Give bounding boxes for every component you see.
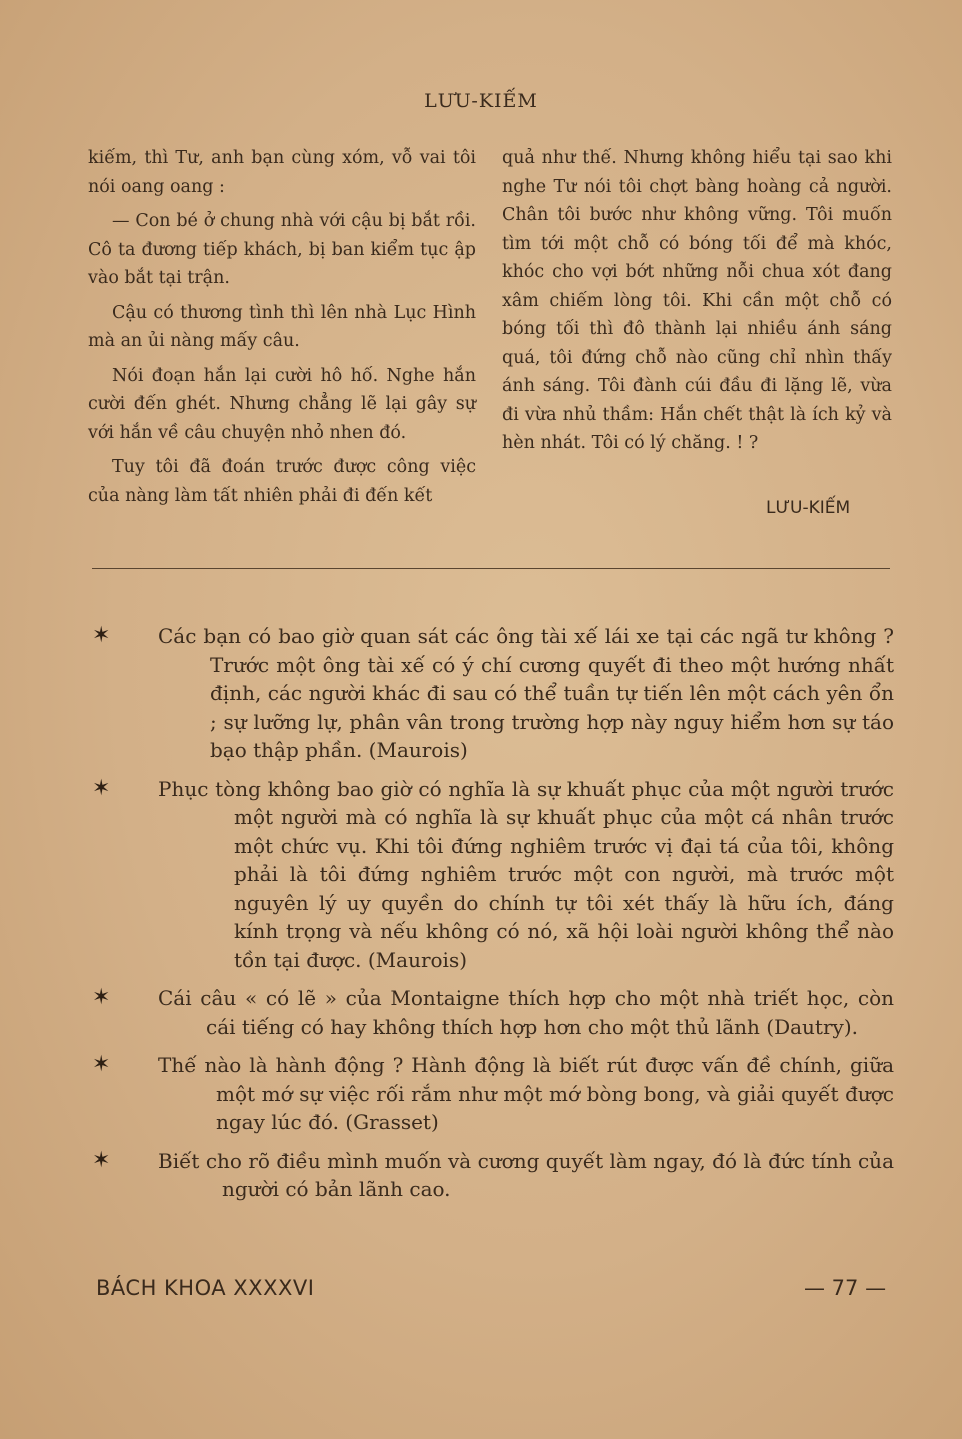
section-divider xyxy=(92,568,890,569)
right-column xyxy=(502,144,892,464)
paragraph: Cậu có thương tình thì lên nhà Lục Hình mà an ủi nàng mấy câu. xyxy=(88,302,476,351)
quote-item xyxy=(88,1051,894,1137)
quote-item xyxy=(88,622,894,765)
paragraph: Tuy tôi đã đoán trước được công việc của nàng làm tất nhiên phải đi đến kết xyxy=(88,457,476,506)
paragraph: Nói đoạn hắn lại cười hô hố. Nghe hắn cười đến ghét. Nhưng chẳng lẽ lại gây sự với hắn về câu chuyện nhỏ nhen đó. xyxy=(88,365,476,443)
star-bullet-icon: ✶ xyxy=(92,775,111,801)
quote-item xyxy=(88,1147,894,1204)
page-number: — 77 — xyxy=(804,1276,887,1300)
star-bullet-icon: ✶ xyxy=(92,1147,111,1173)
star-bullet-icon: ✶ xyxy=(92,1052,111,1077)
left-column xyxy=(88,144,476,516)
quote-item xyxy=(88,775,894,975)
paragraph: kiếm, thì Tư, anh bạn cùng xóm, vỗ vai tôi nói oang oang : xyxy=(88,148,476,197)
quote-item xyxy=(88,984,894,1041)
quote-text: Các bạn có bao giờ quan sát các ông tài xế lái xe tại các ngã tư không ? Trước một ông tài xế có ý chí cương quyết đi theo một hướng nhất định, các người khác đi sau có thể tuần tự tiến lên một cách yên ổn ; sự lưỡng lự, phân vân trong trường hợp này nguy hiểm hơn sự táo bạo thập phần. (Maurois) xyxy=(158,624,894,762)
author-signature: LƯU-KIẾM xyxy=(766,498,851,518)
star-bullet-icon: ✶ xyxy=(92,623,111,648)
publication-name: BÁCH KHOA XXXXVI xyxy=(96,1276,315,1300)
quote-text: Thế nào là hành động ? Hành động là biết rút được vấn đề chính, giữa một mớ sự việc rối rắm như một mớ bòng bong, và giải quyết được ngay lúc đó. (Grasset) xyxy=(158,1053,894,1134)
paragraph: — Con bé ở chung nhà với cậu bị bắt rồi. Cô ta đương tiếp khách, bị ban kiểm tục ập vào bắt tại trận. xyxy=(88,211,476,288)
quotes-section xyxy=(88,622,894,1214)
paragraph: quả như thế. Nhưng không hiểu tại sao khi nghe Tư nói tôi chợt bàng hoàng cả người. Chân tôi bước như không vững. Tôi muốn tìm tới một chỗ có bóng tối để mà khóc, khóc cho vợi bớt những nỗi chua xót đang xâm chiếm lòng tôi. Khi cần một chỗ có bóng tối thì đô thành lại nhiều ánh sáng quá, tôi đứng chỗ nào cũng chỉ nhìn thấy ánh sáng. Tôi đành cúi đầu đi lặng lẽ, vừa đi vừa nhủ thầm: Hắn chết thật là ích kỷ và hèn nhát. Tôi có lý chăng. ! ? xyxy=(502,148,892,453)
page-header: LƯU-KIẾM xyxy=(424,90,538,112)
quote-text: Phục tòng không bao giờ có nghĩa là sự khuất phục của một người trước một người mà có nghĩa là sự khuất phục của một cá nhân trước một chức vụ. Khi tôi đứng nghiêm trước vị đại tá của tôi, không phải là tôi đứng nghiêm trước một con người, mà trước một nguyên lý uy quyền do chính tự tôi xét thấy là hữu ích, đáng kính trọng và nếu không có nó, xã hội loài người không thể nào tồn tại được. (Maurois) xyxy=(158,776,894,972)
star-bullet-icon: ✶ xyxy=(92,985,111,1010)
quote-text: Cái câu « có lẽ » của Montaigne thích hợp cho một nhà triết học, còn cái tiếng có hay không thích hợp hơn cho một thủ lãnh (Dautry). xyxy=(158,986,894,1039)
quote-text: Biết cho rõ điều mình muốn và cương quyết làm ngay, đó là đức tính của người có bản lãnh cao. xyxy=(158,1148,894,1201)
